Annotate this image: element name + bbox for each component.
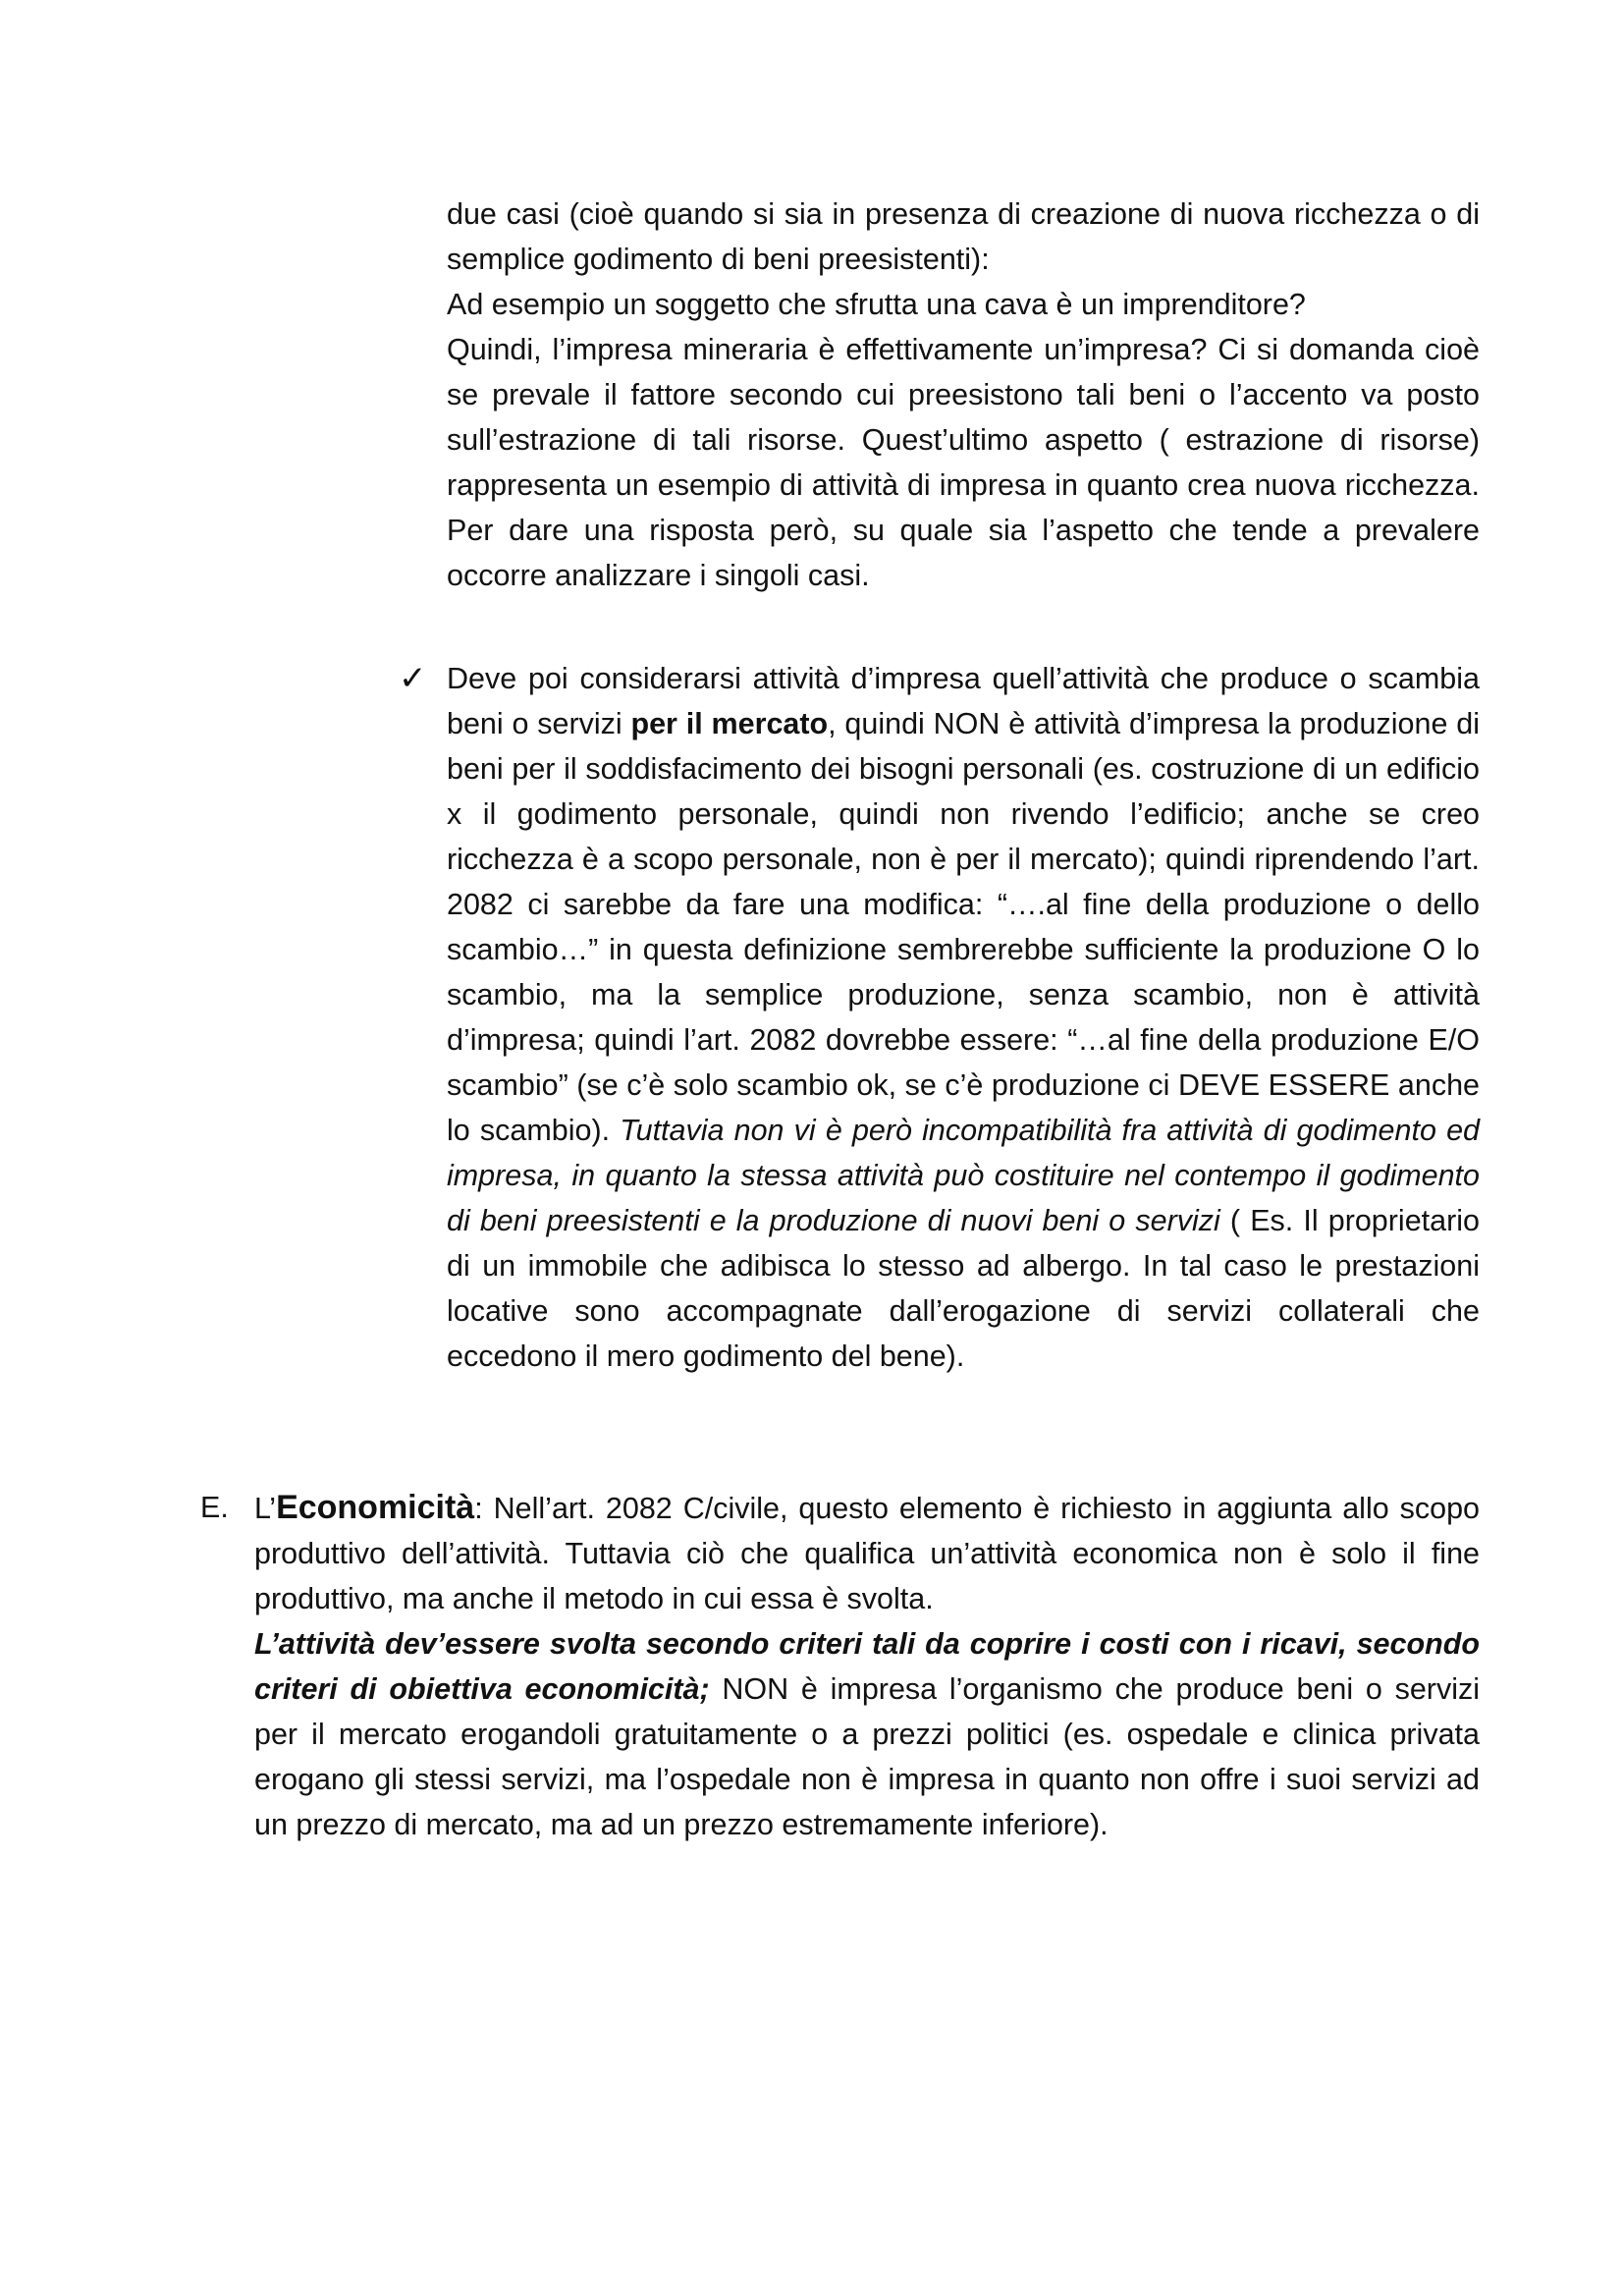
economicita-second-line [254,1621,1480,1847]
economicita-bold-italic: L’attività dev’essere svolta secondo criteri tali da coprire i costi con i ricavi, secondo criteri di obiettiva economicità; [254,1627,1480,1706]
paragraph-text: due casi (cioè quando si sia in presenza di creazione di nuova ricchezza o di semplice godimento di beni preesistenti): [447,197,1480,276]
economicita-example: NON è impresa l’organismo che produce beni o servizi per il mercato erogandoli gratuitamente o a prezzi politici (es. ospedale e clinica privata erogano gli stessi servizi, ma l’ospedale non è impresa in quanto non offre i suoi servizi ad un prezzo di mercato, ma ad un prezzo estremamente inferiore). [254,1672,1480,1841]
check-mark-icon: ✓ [399,659,427,698]
paragraph-economicita [254,1485,1480,1847]
bullet-text-body: , quindi NON è attività d’impresa la produzione di beni per il soddisfacimento dei bisogni personali (es. costruzione di un edificio x il godimento personale, quindi non rivendo l’edificio; anche se creo ricchezza è a scopo personale, non è per il mercato); quindi riprendendo l’art. 2082 ci sarebbe da fare una modifica: “….al fine della produzione o dello scambio…” in questa definizione sembrerebbe sufficiente la produzione O lo scambio, ma la semplice produzione, senza scambio, non è attività d’impresa; quindi l’art. 2082 dovrebbe essere: “…al fine della produzione E/O scambio” (se c’è solo scambio ok, se c’è produzione ci DEVE ESSERE anche lo scambio). [447,707,1480,1147]
bullet-paragraph-mercato [447,656,1480,1379]
paragraph-continuation [447,191,1480,598]
paragraph-impresa-mineraria: Quindi, l’impresa mineraria è effettivamente un’impresa? Ci si domanda cioè se prevale il fattore secondo cui preesistono tali beni o l’accento va posto sull’estrazione di tali risorse. Quest’ultimo aspetto ( estrazione di risorse) rappresenta un esempio di attività di impresa in quanto crea nuova ricchezza. Per dare una risposta però, su quale sia l’aspetto che tende a prevalere occorre analizzare i singoli casi. [447,333,1480,592]
bullet-text-italic: Tuttavia non vi è però incompatibilità fra attività di godimento ed impresa, in quanto la stessa attività può costituire nel contempo il godimento di beni preesistenti e la produzione di nuovi beni o servizi [447,1114,1480,1237]
bullet-text-bold: per il mercato [630,707,829,740]
economicita-prefix: L’ [254,1492,277,1525]
economicita-body: : Nell’art. 2082 C/civile, questo elemento è richiesto in aggiunta allo scopo produttivo dell’attività. Tuttavia ciò che qualifica un’attività economica non è solo il fine produttivo, ma anche il metodo in cui essa è svolta. [254,1492,1480,1615]
bullet-text-intro: Deve poi considerarsi attività d’impresa quell’attività che produce o scambia beni o servizi [447,662,1480,740]
section-marker-e: E. [200,1491,229,1524]
paragraph-question-cava: Ad esempio un soggetto che sfrutta una cava è un imprenditore? [447,288,1306,321]
economicita-heading: Economicità [276,1489,475,1526]
bullet-text-example: ( Es. Il proprietario di un immobile che adibisca lo stesso ad albergo. In tal caso le prestazioni locative sono accompagnate dall’erogazione di servizi collaterali che eccedono il mero godimento del bene). [447,1204,1480,1373]
